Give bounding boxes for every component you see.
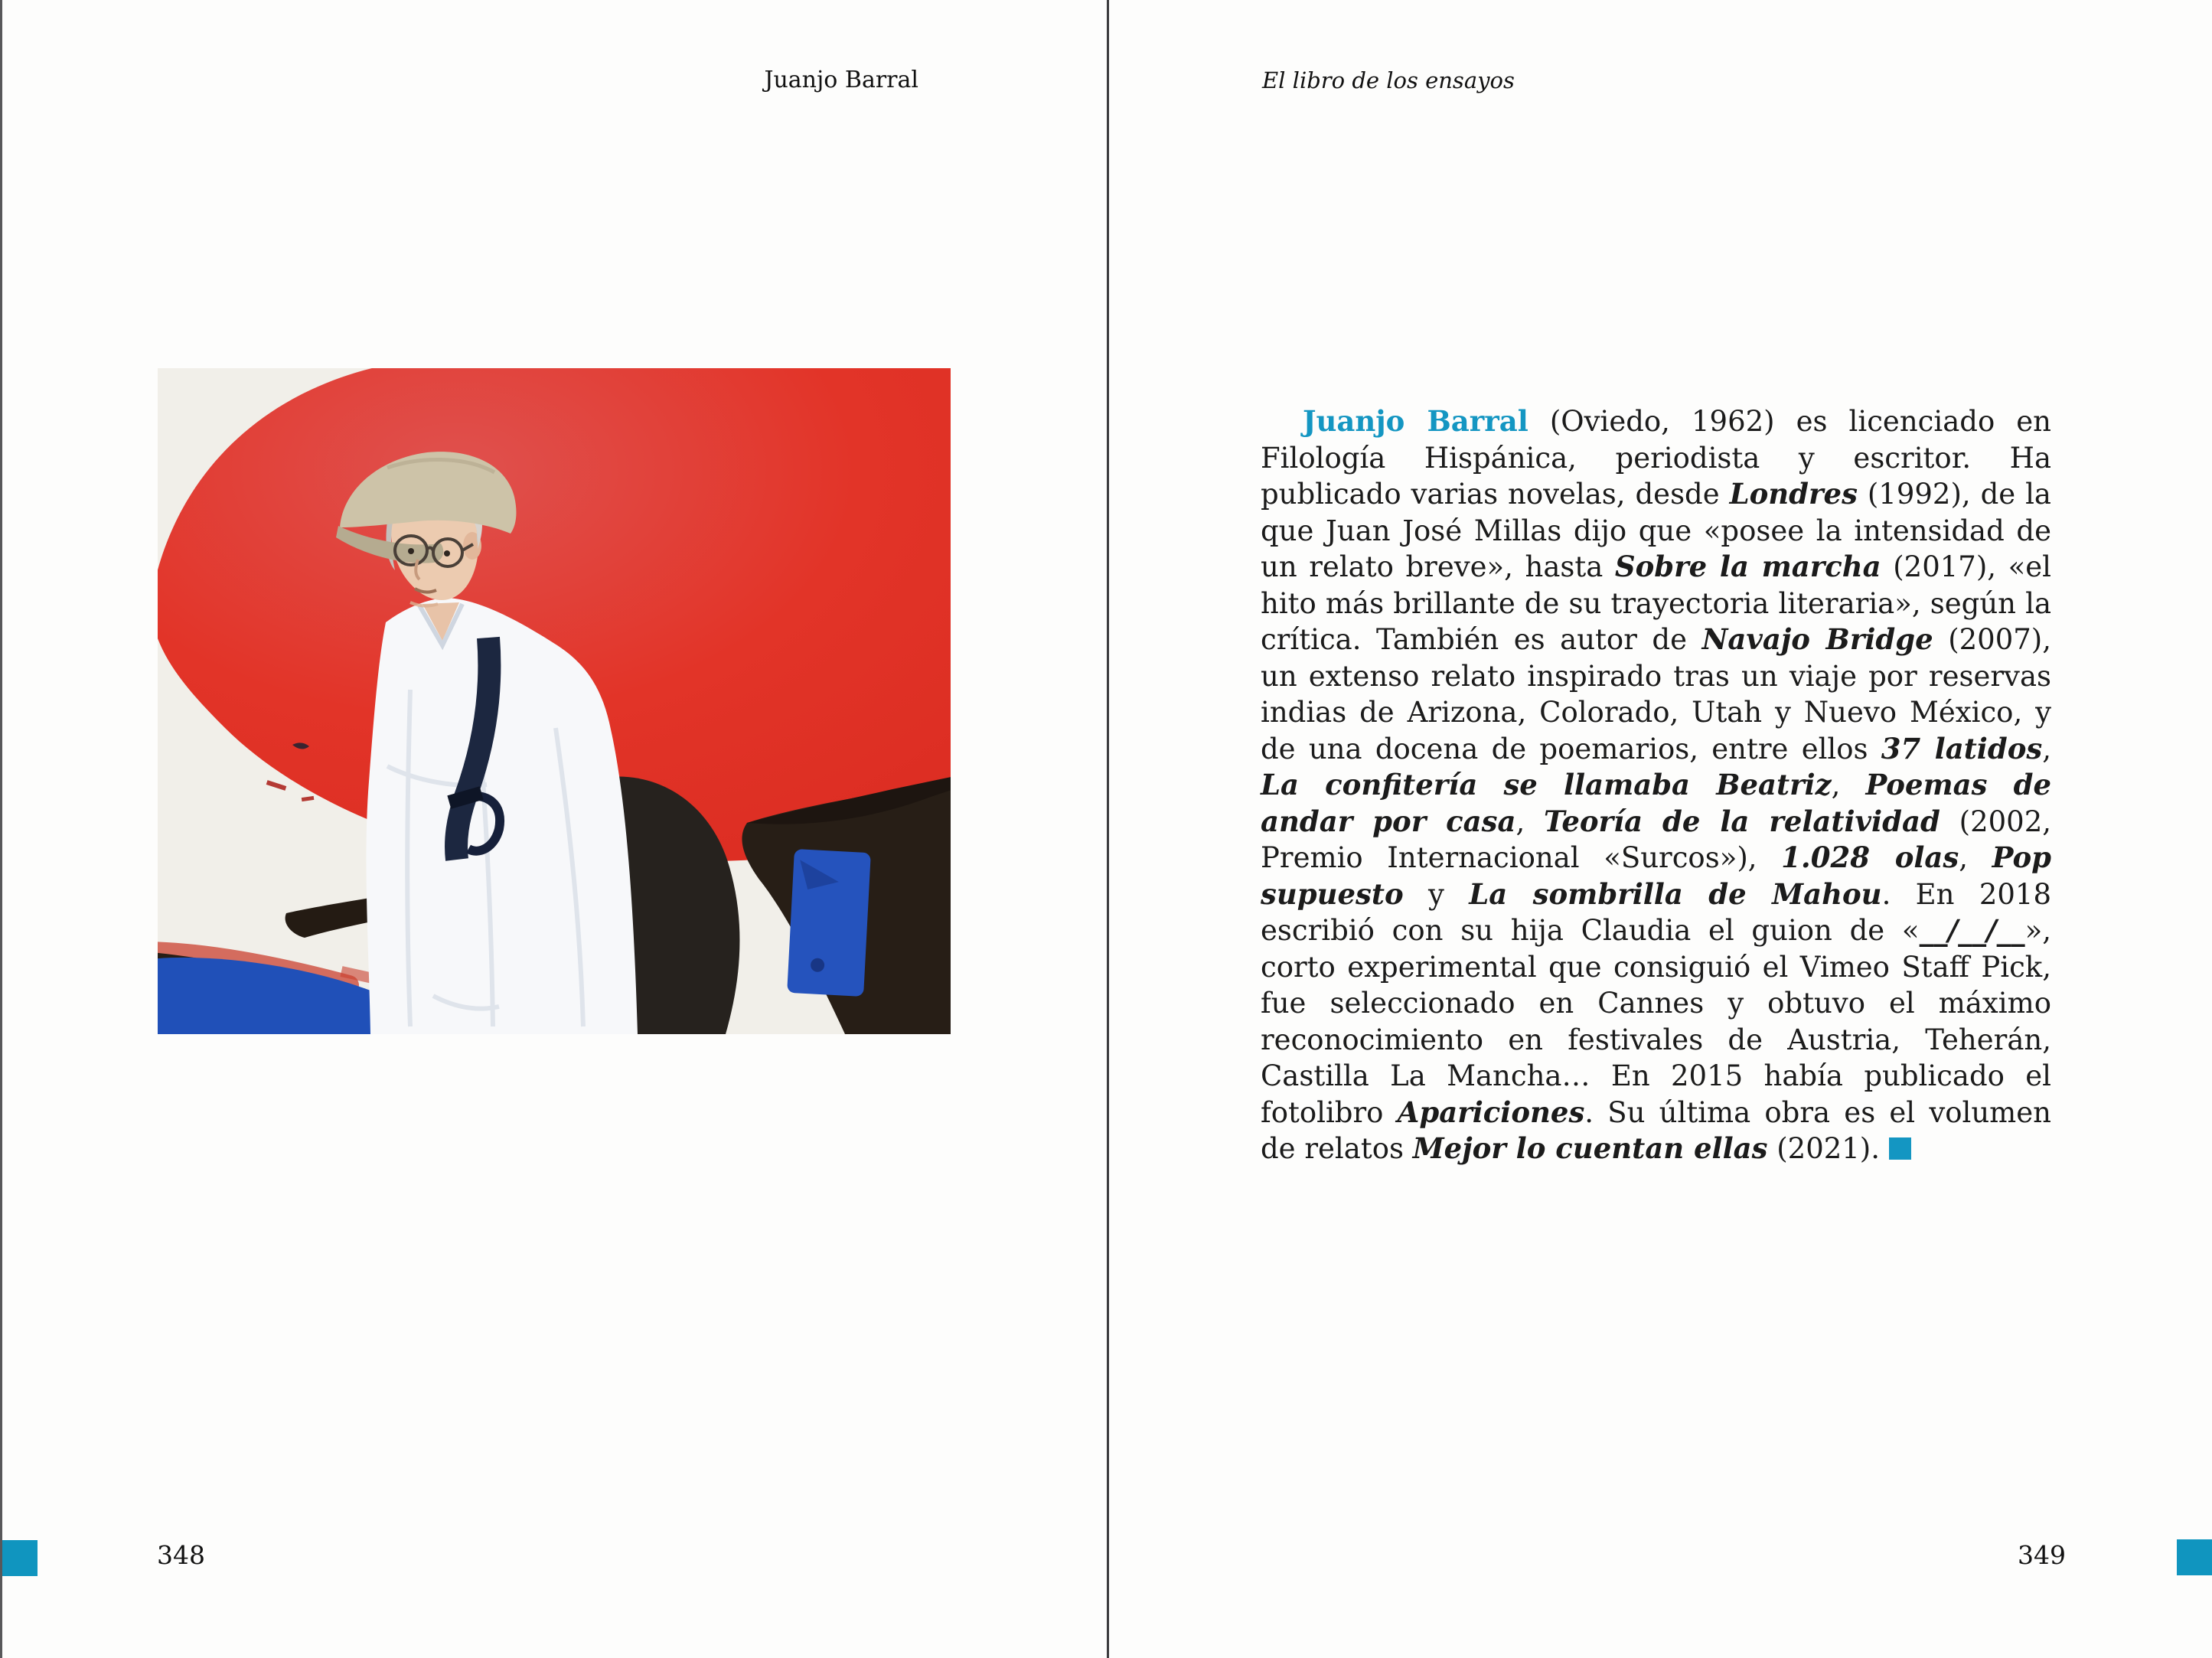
bio-run-bi: Apariciones (1397, 1095, 1585, 1129)
bio-run-bi: La confitería se llamaba Beatriz (1261, 768, 1832, 801)
bio-run-bi: Poemas de andar por casa (1261, 768, 2052, 838)
bio-run-plain: . Su última obra es el volumen de relatos (1261, 1095, 2051, 1165)
page-divider (1107, 0, 1109, 1658)
bio-run-bi: La sombrilla de Mahou (1469, 876, 1882, 911)
bio-run-plain: (2002, Premio Internacional «Surcos»), (1261, 805, 2052, 874)
bio-run-plain: , (1515, 805, 1545, 838)
bio-run-bi: 37 latidos (1881, 731, 2043, 765)
bio-run-plain: , (1959, 841, 1992, 874)
bio-run-bi: 1.028 olas (1781, 840, 1959, 874)
bio-run-bi: Teoría de la relatividad (1544, 804, 1940, 838)
bio-run-bi: Navajo Bridge (1701, 622, 1933, 656)
bio-run-lead: Juanjo Barral (1303, 404, 1528, 438)
bio-paragraph (1261, 403, 2051, 1167)
bio-run-plain: (2021). (1767, 1132, 1881, 1165)
page-number-left: 348 (157, 1540, 205, 1570)
bleed-square-right (2177, 1539, 2212, 1575)
running-header-left: Juanjo Barral (764, 67, 918, 93)
bio-run-plain: (1992), de la que Juan José Millas dijo que «posee la intensidad de un relato breve», hasta (1261, 478, 2051, 583)
bio-run-plain: (2017), «el hito más brillante de su trayectoria literaria», según la crítica. También es autor de (1261, 550, 2051, 656)
bio-run-plain: (Oviedo, 1962) es licenciado en Filología Hispánica, periodista y escritor. Ha publicado varias novelas, desde (1261, 405, 2052, 511)
bio-run-bi: __/__/__ (1919, 913, 2025, 947)
end-of-text-marker (1889, 1137, 1911, 1160)
author-photo (158, 368, 951, 1034)
bio-run-plain: (2007), un extenso relato inspirado tras un viaje por reservas indias de Arizona, Colorado, Utah y Nuevo México, y de una docena de poemarios, entre ellos (1261, 623, 2052, 765)
bio-run-plain: , (2042, 732, 2051, 765)
bio-run-plain: », corto experimental que consiguió el Vimeo Staff Pick, fue seleccionado en Cannes y obtuvo el máximo reconocimiento en festivales de Austria, Teherán, Castilla La Mancha… En 2015 había publicado el fotolibro (1261, 914, 2051, 1129)
bio-run-plain: y (1403, 877, 1470, 911)
bleed-square-left (2, 1540, 38, 1576)
bio-run-bi: Pop supuesto (1261, 840, 2051, 911)
page-number-right: 349 (2018, 1540, 2066, 1570)
bio-run-plain: , (1831, 769, 1866, 801)
mural-blue-rect (787, 849, 871, 997)
running-header-right: El libro de los ensayos (1262, 67, 1515, 93)
bio-run-bi: Sobre la marcha (1614, 550, 1881, 583)
bio-run-bi: Mejor lo cuentan ellas (1412, 1131, 1768, 1165)
scan-edge-line (0, 0, 2, 1658)
bio-run-bi: Londres (1729, 477, 1858, 511)
bio-run-plain: . En 2018 escribió con su hija Claudia el guion de « (1261, 877, 2052, 947)
